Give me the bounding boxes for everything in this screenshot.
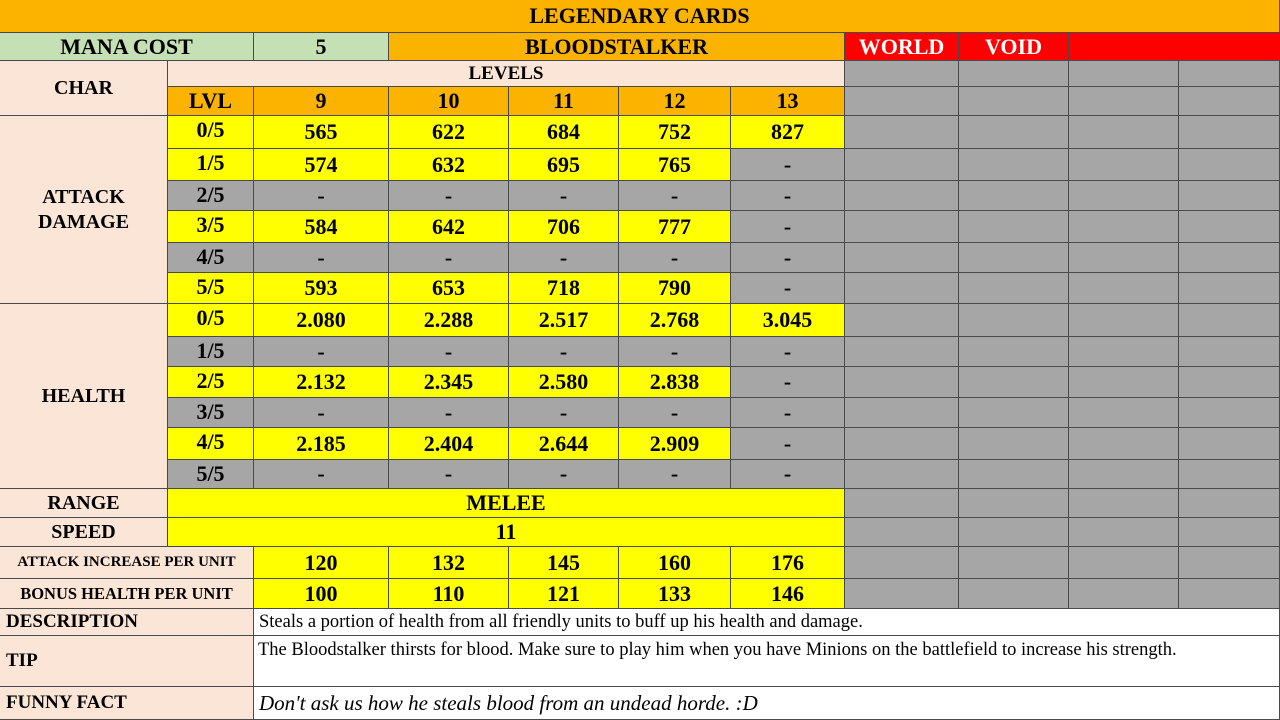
health-value-5-3: - bbox=[619, 460, 731, 489]
attack-value-2-4: - bbox=[731, 181, 845, 211]
empty-grid-cell bbox=[845, 211, 959, 243]
empty-grid-cell bbox=[1179, 211, 1280, 243]
empty-grid-cell bbox=[1069, 398, 1179, 428]
description-text: Steals a portion of health from all friendly units to buff up his health and damage. bbox=[254, 609, 1280, 636]
empty-grid-cell bbox=[1069, 518, 1179, 547]
mana-cost-label: MANA COST bbox=[0, 33, 254, 61]
empty-grid-cell bbox=[1179, 460, 1280, 489]
health-value-0-3: 2.768 bbox=[619, 304, 731, 337]
attack-level-5: 5/5 bbox=[168, 273, 254, 304]
empty-grid-cell bbox=[1179, 304, 1280, 337]
empty-grid-cell bbox=[959, 579, 1069, 609]
empty-grid-cell bbox=[1179, 398, 1280, 428]
attack-value-0-0: 565 bbox=[254, 116, 389, 149]
attack-level-3: 3/5 bbox=[168, 211, 254, 243]
empty-grid-cell bbox=[845, 428, 959, 460]
attack-value-0-1: 622 bbox=[389, 116, 509, 149]
level-header-10: 10 bbox=[389, 87, 509, 116]
health-value-3-0: - bbox=[254, 398, 389, 428]
attack-value-5-0: 593 bbox=[254, 273, 389, 304]
health-level-3: 3/5 bbox=[168, 398, 254, 428]
bonus-health-value-4: 146 bbox=[731, 579, 845, 609]
attack-value-2-3: - bbox=[619, 181, 731, 211]
empty-grid-cell bbox=[959, 489, 1069, 518]
attack-value-3-3: 777 bbox=[619, 211, 731, 243]
health-value-4-2: 2.644 bbox=[509, 428, 619, 460]
bonus-health-label-text: BONUS HEALTH PER UNIT bbox=[20, 583, 233, 603]
faction-world: WORLD bbox=[845, 33, 959, 61]
attack-value-3-2: 706 bbox=[509, 211, 619, 243]
bonus-health-value-2: 121 bbox=[509, 579, 619, 609]
health-value-1-3: - bbox=[619, 337, 731, 367]
health-value-4-1: 2.404 bbox=[389, 428, 509, 460]
health-value-0-0: 2.080 bbox=[254, 304, 389, 337]
health-value-2-4: - bbox=[731, 367, 845, 398]
attack-value-4-2: - bbox=[509, 243, 619, 273]
attack-value-3-4: - bbox=[731, 211, 845, 243]
tip-text: The Bloodstalker thirsts for blood. Make sure to play him when you have Minions on the battlefield to increase his strength. bbox=[254, 636, 1280, 687]
health-value-2-2: 2.580 bbox=[509, 367, 619, 398]
health-value-1-2: - bbox=[509, 337, 619, 367]
attack-value-1-3: 765 bbox=[619, 149, 731, 181]
empty-grid-cell bbox=[959, 398, 1069, 428]
health-value-0-4: 3.045 bbox=[731, 304, 845, 337]
attack-increase-value-0: 120 bbox=[254, 547, 389, 579]
health-value-1-0: - bbox=[254, 337, 389, 367]
level-header-13: 13 bbox=[731, 87, 845, 116]
empty-grid-cell bbox=[959, 547, 1069, 579]
health-value-2-3: 2.838 bbox=[619, 367, 731, 398]
attack-level-0: 0/5 bbox=[168, 116, 254, 149]
empty-grid-cell bbox=[1069, 547, 1179, 579]
description-label: DESCRIPTION bbox=[0, 609, 254, 636]
empty-grid-cell bbox=[845, 181, 959, 211]
empty-grid-cell bbox=[1069, 149, 1179, 181]
empty-grid-cell bbox=[845, 489, 959, 518]
empty-grid-cell bbox=[959, 367, 1069, 398]
empty-grid-cell bbox=[845, 518, 959, 547]
attack-value-2-2: - bbox=[509, 181, 619, 211]
health-value-4-0: 2.185 bbox=[254, 428, 389, 460]
bonus-health-value-1: 110 bbox=[389, 579, 509, 609]
attack-value-1-2: 695 bbox=[509, 149, 619, 181]
attack-value-3-0: 584 bbox=[254, 211, 389, 243]
attack-value-5-1: 653 bbox=[389, 273, 509, 304]
health-value-3-3: - bbox=[619, 398, 731, 428]
attack-level-4: 4/5 bbox=[168, 243, 254, 273]
level-header-9: 9 bbox=[254, 87, 389, 116]
empty-grid-cell bbox=[959, 149, 1069, 181]
empty-grid-cell bbox=[959, 181, 1069, 211]
attack-value-4-0: - bbox=[254, 243, 389, 273]
level-header-11: 11 bbox=[509, 87, 619, 116]
health-value-3-4: - bbox=[731, 398, 845, 428]
bonus-health-value-0: 100 bbox=[254, 579, 389, 609]
empty-grid-cell bbox=[845, 460, 959, 489]
empty-grid-cell bbox=[1069, 61, 1179, 87]
tip-label: TIP bbox=[0, 636, 254, 687]
mana-cost-value: 5 bbox=[254, 33, 389, 61]
empty-grid-cell bbox=[1069, 489, 1179, 518]
empty-grid-cell bbox=[1179, 273, 1280, 304]
empty-grid-cell bbox=[1179, 87, 1280, 116]
empty-grid-cell bbox=[845, 579, 959, 609]
empty-grid-cell bbox=[959, 211, 1069, 243]
health-value-3-1: - bbox=[389, 398, 509, 428]
attack-level-1: 1/5 bbox=[168, 149, 254, 181]
empty-grid-cell bbox=[845, 116, 959, 149]
char-label: CHAR bbox=[0, 61, 168, 116]
empty-grid-cell bbox=[1179, 181, 1280, 211]
empty-grid-cell bbox=[1179, 547, 1280, 579]
empty-grid-cell bbox=[845, 398, 959, 428]
bonus-health-label bbox=[0, 579, 254, 609]
empty-grid-cell bbox=[1179, 489, 1280, 518]
health-value-4-4: - bbox=[731, 428, 845, 460]
empty-grid-cell bbox=[959, 518, 1069, 547]
level-header-12: 12 bbox=[619, 87, 731, 116]
attack-value-1-4: - bbox=[731, 149, 845, 181]
health-label: HEALTH bbox=[0, 304, 168, 489]
attack-increase-value-3: 160 bbox=[619, 547, 731, 579]
speed-label: SPEED bbox=[0, 518, 168, 547]
empty-grid-cell bbox=[1069, 579, 1179, 609]
empty-grid-cell bbox=[845, 337, 959, 367]
lvl-label: LVL bbox=[168, 87, 254, 116]
health-value-2-1: 2.345 bbox=[389, 367, 509, 398]
range-label: RANGE bbox=[0, 489, 168, 518]
health-level-0: 0/5 bbox=[168, 304, 254, 337]
health-value-0-2: 2.517 bbox=[509, 304, 619, 337]
attack-value-2-0: - bbox=[254, 181, 389, 211]
empty-grid-cell bbox=[1069, 460, 1179, 489]
empty-grid-cell bbox=[959, 61, 1069, 87]
health-value-4-3: 2.909 bbox=[619, 428, 731, 460]
funny-fact-text: Don't ask us how he steals blood from an undead horde. :D bbox=[254, 687, 1280, 720]
attack-increase-value-2: 145 bbox=[509, 547, 619, 579]
empty-grid-cell bbox=[845, 547, 959, 579]
bonus-health-value-3: 133 bbox=[619, 579, 731, 609]
funny-fact-label: FUNNY FACT bbox=[0, 687, 254, 720]
attack-value-4-1: - bbox=[389, 243, 509, 273]
empty-grid-cell bbox=[959, 428, 1069, 460]
health-value-2-0: 2.132 bbox=[254, 367, 389, 398]
attack-value-0-3: 752 bbox=[619, 116, 731, 149]
attack-value-2-1: - bbox=[389, 181, 509, 211]
health-value-5-2: - bbox=[509, 460, 619, 489]
range-value: MELEE bbox=[168, 489, 845, 518]
faction-void: VOID bbox=[959, 33, 1069, 61]
empty-grid-cell bbox=[845, 61, 959, 87]
empty-grid-cell bbox=[1179, 579, 1280, 609]
faction-empty bbox=[1069, 33, 1280, 61]
health-level-2: 2/5 bbox=[168, 367, 254, 398]
attack-value-4-3: - bbox=[619, 243, 731, 273]
empty-grid-cell bbox=[1179, 428, 1280, 460]
health-level-5: 5/5 bbox=[168, 460, 254, 489]
empty-grid-cell bbox=[1179, 337, 1280, 367]
card-name: BLOODSTALKER bbox=[389, 33, 845, 61]
empty-grid-cell bbox=[959, 337, 1069, 367]
attack-value-1-1: 632 bbox=[389, 149, 509, 181]
attack-value-5-3: 790 bbox=[619, 273, 731, 304]
empty-grid-cell bbox=[959, 87, 1069, 116]
empty-grid-cell bbox=[1069, 428, 1179, 460]
empty-grid-cell bbox=[1179, 367, 1280, 398]
attack-value-4-4: - bbox=[731, 243, 845, 273]
attack-increase-value-1: 132 bbox=[389, 547, 509, 579]
health-value-1-1: - bbox=[389, 337, 509, 367]
empty-grid-cell bbox=[1069, 367, 1179, 398]
health-value-0-1: 2.288 bbox=[389, 304, 509, 337]
empty-grid-cell bbox=[959, 460, 1069, 489]
health-level-1: 1/5 bbox=[168, 337, 254, 367]
health-value-3-2: - bbox=[509, 398, 619, 428]
speed-value: 11 bbox=[168, 518, 845, 547]
health-level-4: 4/5 bbox=[168, 428, 254, 460]
empty-grid-cell bbox=[1069, 211, 1179, 243]
empty-grid-cell bbox=[845, 149, 959, 181]
empty-grid-cell bbox=[1179, 518, 1280, 547]
empty-grid-cell bbox=[845, 87, 959, 116]
sheet-title: LEGENDARY CARDS bbox=[0, 0, 1280, 33]
levels-label: LEVELS bbox=[168, 61, 845, 87]
empty-grid-cell bbox=[1069, 243, 1179, 273]
health-value-5-1: - bbox=[389, 460, 509, 489]
empty-grid-cell bbox=[1179, 149, 1280, 181]
health-value-1-4: - bbox=[731, 337, 845, 367]
attack-value-0-4: 827 bbox=[731, 116, 845, 149]
empty-grid-cell bbox=[959, 243, 1069, 273]
empty-grid-cell bbox=[1069, 87, 1179, 116]
empty-grid-cell bbox=[845, 273, 959, 304]
attack-increase-value-4: 176 bbox=[731, 547, 845, 579]
empty-grid-cell bbox=[1069, 181, 1179, 211]
empty-grid-cell bbox=[1069, 116, 1179, 149]
health-value-5-0: - bbox=[254, 460, 389, 489]
empty-grid-cell bbox=[1069, 273, 1179, 304]
empty-grid-cell bbox=[1179, 243, 1280, 273]
attack-level-2: 2/5 bbox=[168, 181, 254, 211]
attack-damage-label-text: ATTACK DAMAGE bbox=[37, 185, 130, 233]
attack-increase-label: ATTACK INCREASE PER UNIT bbox=[0, 547, 254, 579]
attack-value-1-0: 574 bbox=[254, 149, 389, 181]
empty-grid-cell bbox=[1179, 116, 1280, 149]
empty-grid-cell bbox=[845, 304, 959, 337]
empty-grid-cell bbox=[1069, 337, 1179, 367]
empty-grid-cell bbox=[845, 243, 959, 273]
empty-grid-cell bbox=[959, 116, 1069, 149]
empty-grid-cell bbox=[845, 367, 959, 398]
empty-grid-cell bbox=[959, 273, 1069, 304]
empty-grid-cell bbox=[959, 304, 1069, 337]
attack-value-5-4: - bbox=[731, 273, 845, 304]
health-value-5-4: - bbox=[731, 460, 845, 489]
empty-grid-cell bbox=[1069, 304, 1179, 337]
attack-value-0-2: 684 bbox=[509, 116, 619, 149]
attack-value-5-2: 718 bbox=[509, 273, 619, 304]
attack-value-3-1: 642 bbox=[389, 211, 509, 243]
empty-grid-cell bbox=[1179, 61, 1280, 87]
attack-damage-label bbox=[0, 116, 168, 304]
